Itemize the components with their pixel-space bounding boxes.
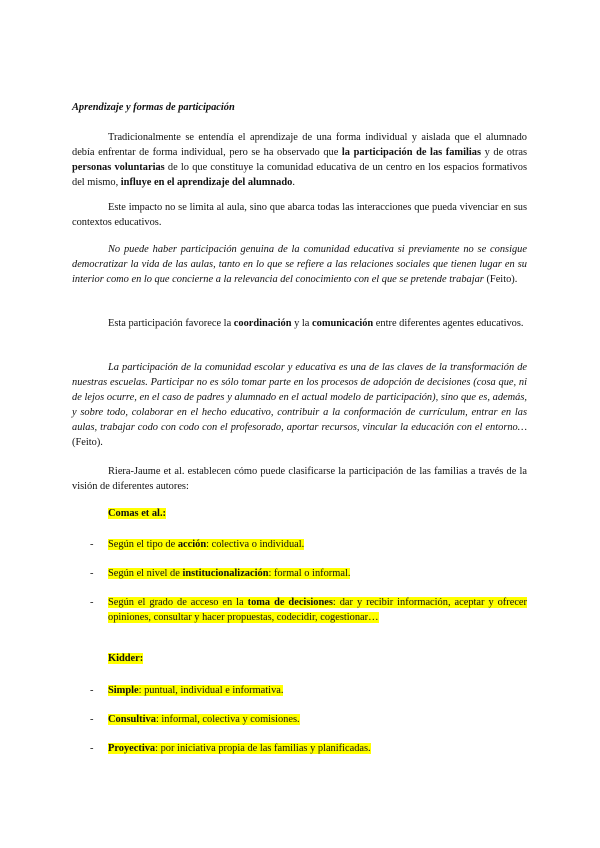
- list-item-text: [108, 683, 527, 698]
- item-suffix: : por iniciativa propia de las familias y planificadas.: [155, 743, 371, 754]
- item-keyword: Proyectiva: [108, 743, 156, 754]
- comas-header: [108, 508, 166, 519]
- item-keyword: Consultiva: [108, 714, 156, 725]
- p3-text-1: Esta participación favorece la: [108, 318, 234, 329]
- item-suffix: : colectiva o individual.: [206, 539, 305, 550]
- comas-header-text: Comas et al.:: [108, 508, 167, 519]
- item-suffix: : formal o informal.: [268, 568, 351, 579]
- item-keyword: acción: [177, 539, 207, 550]
- quote-1-text: No puede haber participación genuina de la comunidad educativa si previamente no se consigue democratizar la vida de las aulas, tanto en lo que se refiere a las relaciones sociales que tienen lugar en su interior como en lo que concierne a la relevancia del conocimiento con el que se pretende trabajar: [72, 244, 527, 285]
- p1-text-4: .: [292, 177, 295, 188]
- bullet-dash: -: [90, 743, 94, 754]
- item-suffix: : dar y recibir información, aceptar y ofrecer opiniones, consultar y hacer propuestas, codecidir, cogestionar…: [108, 597, 528, 623]
- kidder-header: [108, 653, 143, 664]
- list-item-text: [108, 712, 527, 727]
- item-prefix: Según el nivel de: [108, 568, 183, 579]
- bullet-dash: -: [90, 568, 94, 579]
- quote-1-citation: (Feito).: [483, 274, 518, 285]
- list-item-text: [108, 537, 527, 552]
- item-keyword: toma de decisiones: [247, 597, 333, 608]
- list-item-text: [108, 566, 527, 581]
- list-item-text: [108, 595, 527, 625]
- p3-bold-communication: comunicación: [312, 318, 374, 329]
- p3-bold-coordination: coordinación: [233, 318, 292, 329]
- item-suffix: : puntual, individual e informativa.: [138, 685, 284, 696]
- p1-bold-volunteers: personas voluntarias: [72, 162, 165, 173]
- item-prefix: Según el tipo de: [108, 539, 178, 550]
- bullet-dash: -: [90, 714, 94, 725]
- p1-text-2: y de otras: [481, 147, 527, 158]
- paragraph-impact: Este impacto no se limita al aula, sino que abarca todas las interacciones que pueda vivenciar en sus contextos educativos.: [72, 202, 527, 228]
- quote-feito-2: [72, 360, 527, 450]
- quote-2-text: La participación de la comunidad escolar y educativa es una de las claves de la transformación de nuestras escuelas. Participar no es sólo tomar parte en los procesos de adopción de decisiones (cosa que, ni de lejos ocurre, en el caso de padres y alumnado en el actual modelo de participación), sino que es, además, y sobre todo, colaborar en el hecho educativo, contribuir a la conformación de currículum, entrar en las aulas, trabajar codo con codo con el profesorado, aportar recursos, vincular la educación con el entorno…: [72, 362, 527, 433]
- bullet-dash: -: [90, 597, 94, 608]
- bullet-dash: -: [90, 539, 94, 550]
- item-keyword: Simple: [108, 685, 139, 696]
- quote-2-citation: (Feito).: [72, 437, 103, 448]
- paragraph-coordination: [72, 316, 527, 331]
- item-keyword: institucionalización: [182, 568, 269, 579]
- item-prefix: Según el grado de acceso en la: [108, 597, 248, 608]
- p1-bold-influence: influye en el aprendizaje del alumnado: [120, 177, 293, 188]
- p1-bold-families: la participación de las familias: [341, 147, 481, 158]
- list-item-text: [108, 741, 527, 756]
- bullet-dash: -: [90, 685, 94, 696]
- paragraph-intro: [72, 130, 527, 190]
- p3-text-2: y la: [291, 318, 313, 329]
- quote-feito-1: [72, 242, 527, 287]
- section-heading: Aprendizaje y formas de participación: [72, 102, 235, 113]
- p1-text-1: Tradicionalmente se entendía el aprendizaje de una forma individual y aislada que el alumnado debía enfrentar de forma individual, pero se ha observado que: [72, 132, 527, 158]
- item-suffix: : informal, colectiva y comisiones.: [155, 714, 300, 725]
- p3-text-3: entre diferentes agentes educativos.: [373, 318, 524, 329]
- kidder-header-text: Kidder:: [108, 653, 144, 664]
- paragraph-classification: Riera-Jaume et al. establecen cómo puede clasificarse la participación de las familias a través de la visión de diferentes autores:: [72, 466, 527, 492]
- p1-text-3: de lo que constituye la comunidad educativa de un centro en los espacios formativos del mismo,: [72, 162, 527, 188]
